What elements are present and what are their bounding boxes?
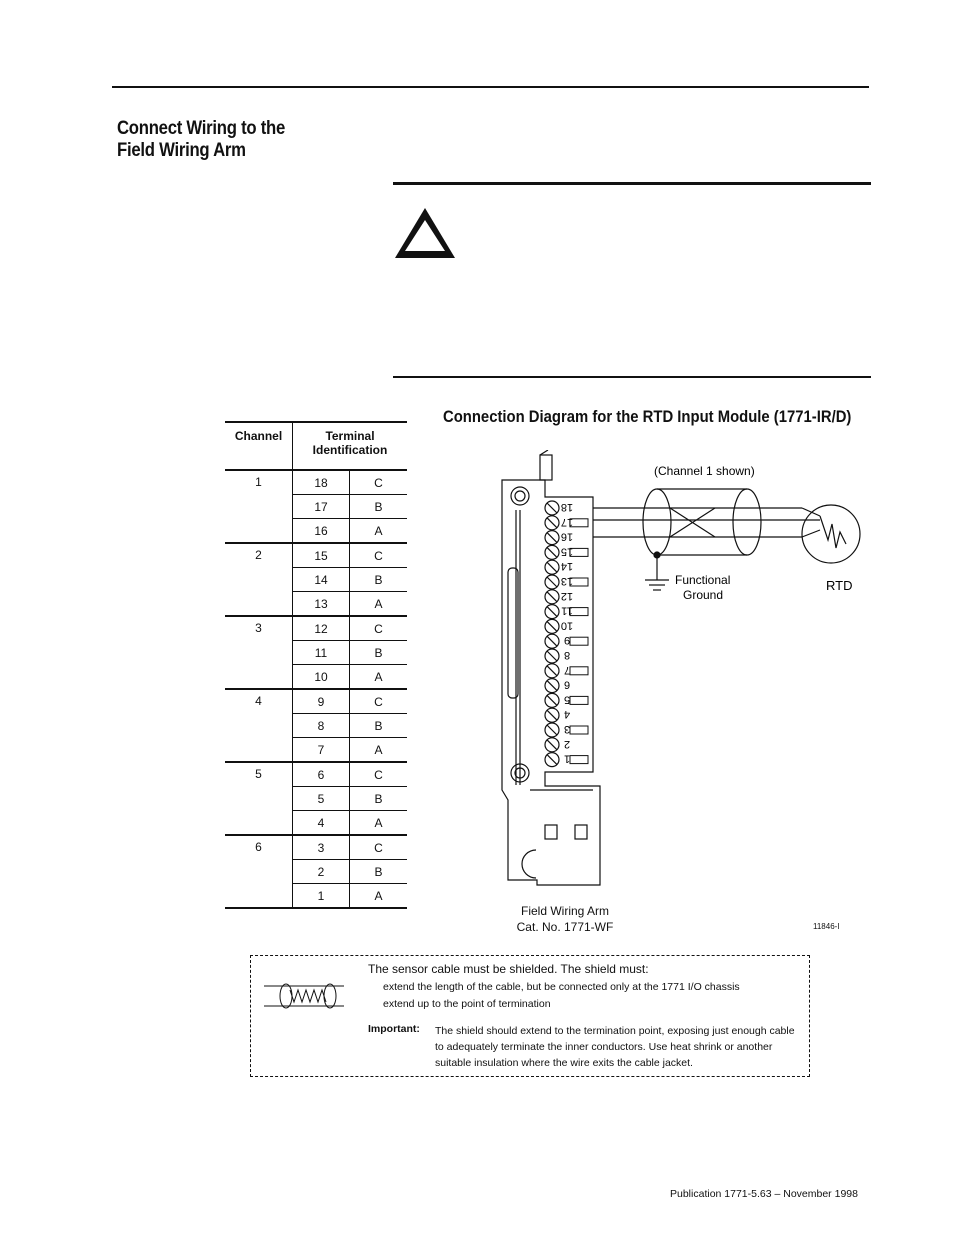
terminal-letter-cell: A bbox=[350, 811, 408, 836]
terminal-number-label: 16 bbox=[560, 530, 574, 543]
terminal-number-cell: 13 bbox=[293, 592, 350, 617]
connection-diagram bbox=[490, 450, 890, 890]
terminal-number-cell: 11 bbox=[293, 641, 350, 665]
terminal-screw bbox=[545, 501, 573, 515]
terminal-screw bbox=[545, 575, 588, 589]
terminal-number-cell: 15 bbox=[293, 543, 350, 568]
terminal-screw bbox=[545, 619, 573, 633]
section-title bbox=[117, 118, 381, 162]
table-header-channel: Channel bbox=[225, 422, 293, 470]
terminal-number-label: 4 bbox=[563, 708, 571, 721]
terminal-letter-cell: C bbox=[350, 616, 408, 641]
section-title-line1: Connect Wiring to the bbox=[117, 118, 285, 139]
terminal-number-label: 12 bbox=[560, 589, 574, 602]
terminal-number-label: 6 bbox=[563, 678, 571, 691]
terminal-number-label: 7 bbox=[563, 663, 571, 676]
channel-cell: 6 bbox=[225, 835, 293, 908]
table-row bbox=[225, 762, 407, 787]
warning-triangle-icon bbox=[392, 205, 458, 261]
terminal-number-label: 1 bbox=[563, 752, 571, 765]
terminal-number-label: 18 bbox=[560, 501, 574, 513]
terminal-screw bbox=[545, 753, 588, 767]
channel-cell: 3 bbox=[225, 616, 293, 689]
terminal-letter-cell: B bbox=[350, 495, 408, 519]
terminal-number-label: 3 bbox=[563, 723, 571, 735]
ground-label-line2: Ground bbox=[683, 588, 724, 602]
terminal-number-cell: 16 bbox=[293, 519, 350, 544]
rtd-label: RTD bbox=[826, 578, 853, 593]
terminal-screw bbox=[545, 664, 588, 678]
shielded-cable-icon bbox=[264, 976, 344, 1016]
terminal-screw bbox=[545, 634, 588, 648]
terminal-number-cell: 1 bbox=[293, 884, 350, 909]
terminal-screw bbox=[545, 531, 573, 545]
terminal-letter-cell: A bbox=[350, 592, 408, 617]
warning-rule-bottom bbox=[393, 376, 871, 378]
terminal-number-cell: 7 bbox=[293, 738, 350, 763]
terminal-screw bbox=[545, 738, 570, 752]
table-header-terminal-line2: Identification bbox=[312, 443, 388, 457]
terminal-letter-cell: A bbox=[350, 884, 408, 909]
figure-number: 11846-I bbox=[813, 922, 840, 931]
table-header-terminal-line1: Terminal bbox=[325, 429, 375, 443]
channel-note: (Channel 1 shown) bbox=[654, 464, 755, 478]
arm-label-line2: Cat. No. 1771-WF bbox=[516, 920, 614, 934]
arm-label-line1: Field Wiring Arm bbox=[520, 904, 609, 918]
note-item-2: extend up to the point of termination bbox=[383, 998, 551, 1010]
table-row bbox=[225, 470, 407, 495]
warning-rule-top bbox=[393, 182, 871, 185]
channel-cell: 2 bbox=[225, 543, 293, 616]
terminal-letter-cell: B bbox=[350, 787, 408, 811]
table-row bbox=[225, 835, 407, 860]
terminal-letter-cell: B bbox=[350, 714, 408, 738]
terminal-screw bbox=[545, 708, 570, 722]
terminal-letter-cell: A bbox=[350, 738, 408, 763]
terminal-number-label: 14 bbox=[560, 560, 574, 573]
terminal-number-cell: 17 bbox=[293, 495, 350, 519]
diagram-title: Connection Diagram for the RTD Input Module (1771-IR/D) bbox=[443, 408, 852, 426]
table-row bbox=[225, 689, 407, 714]
table-header-terminal bbox=[293, 422, 408, 470]
terminal-number-label: 17 bbox=[560, 515, 574, 528]
terminal-screw bbox=[545, 545, 588, 559]
note-item-1: extend the length of the cable, but be connected only at the 1771 I/O chassis bbox=[383, 981, 740, 993]
terminal-number-cell: 3 bbox=[293, 835, 350, 860]
terminal-screw bbox=[545, 679, 570, 693]
ground-label-line1: Functional bbox=[675, 573, 731, 587]
table-row bbox=[225, 543, 407, 568]
terminal-number-label: 8 bbox=[563, 649, 571, 661]
terminal-number-cell: 14 bbox=[293, 568, 350, 592]
publication-footer: Publication 1771-5.63 – November 1998 bbox=[670, 1188, 858, 1200]
table-row bbox=[225, 616, 407, 641]
section-title-line2: Field Wiring Arm bbox=[117, 140, 246, 161]
channel-cell: 5 bbox=[225, 762, 293, 835]
terminal-screw bbox=[545, 590, 573, 604]
terminal-letter-cell: B bbox=[350, 641, 408, 665]
terminal-number-cell: 6 bbox=[293, 762, 350, 787]
important-label: Important: bbox=[368, 1023, 420, 1035]
terminal-letter-cell: A bbox=[350, 519, 408, 544]
terminal-letter-cell: C bbox=[350, 470, 408, 495]
terminal-number-label: 11 bbox=[561, 604, 573, 617]
terminal-letter-cell: C bbox=[350, 762, 408, 787]
note-heading: The sensor cable must be shielded. The shield must: bbox=[368, 962, 649, 976]
terminal-number-cell: 12 bbox=[293, 616, 350, 641]
terminal-number-cell: 8 bbox=[293, 714, 350, 738]
terminal-screw bbox=[545, 605, 588, 619]
channel-cell: 4 bbox=[225, 689, 293, 762]
important-text: The shield should extend to the termination point, exposing just enough cable to adequately terminate the inner conductors. Use heat shrink or another suitable insulation where the wire exits the cable jacket. bbox=[435, 1025, 795, 1069]
terminal-letter-cell: A bbox=[350, 665, 408, 690]
terminal-number-label: 5 bbox=[563, 693, 571, 706]
top-rule bbox=[112, 86, 869, 88]
terminal-number-cell: 5 bbox=[293, 787, 350, 811]
terminal-number-label: 10 bbox=[560, 619, 574, 632]
terminal-number-cell: 18 bbox=[293, 470, 350, 495]
terminal-screw bbox=[545, 693, 588, 707]
terminal-screw bbox=[545, 516, 588, 530]
terminal-screw bbox=[545, 723, 588, 737]
terminal-table bbox=[225, 421, 407, 909]
terminal-number-label: 2 bbox=[563, 737, 571, 750]
terminal-screw bbox=[545, 649, 570, 663]
field-wiring-arm-label bbox=[500, 903, 630, 935]
terminal-number-label: 9 bbox=[563, 634, 571, 647]
terminal-number-label: 13 bbox=[560, 575, 574, 587]
terminal-number-cell: 4 bbox=[293, 811, 350, 836]
terminal-number-cell: 10 bbox=[293, 665, 350, 690]
terminal-letter-cell: B bbox=[350, 568, 408, 592]
terminal-letter-cell: C bbox=[350, 835, 408, 860]
terminal-letter-cell: C bbox=[350, 689, 408, 714]
terminal-number-cell: 2 bbox=[293, 860, 350, 884]
terminal-letter-cell: C bbox=[350, 543, 408, 568]
channel-cell: 1 bbox=[225, 470, 293, 543]
terminal-letter-cell: B bbox=[350, 860, 408, 884]
terminal-screw bbox=[545, 560, 573, 574]
terminal-number-cell: 9 bbox=[293, 689, 350, 714]
terminal-number-label: 15 bbox=[560, 545, 574, 558]
